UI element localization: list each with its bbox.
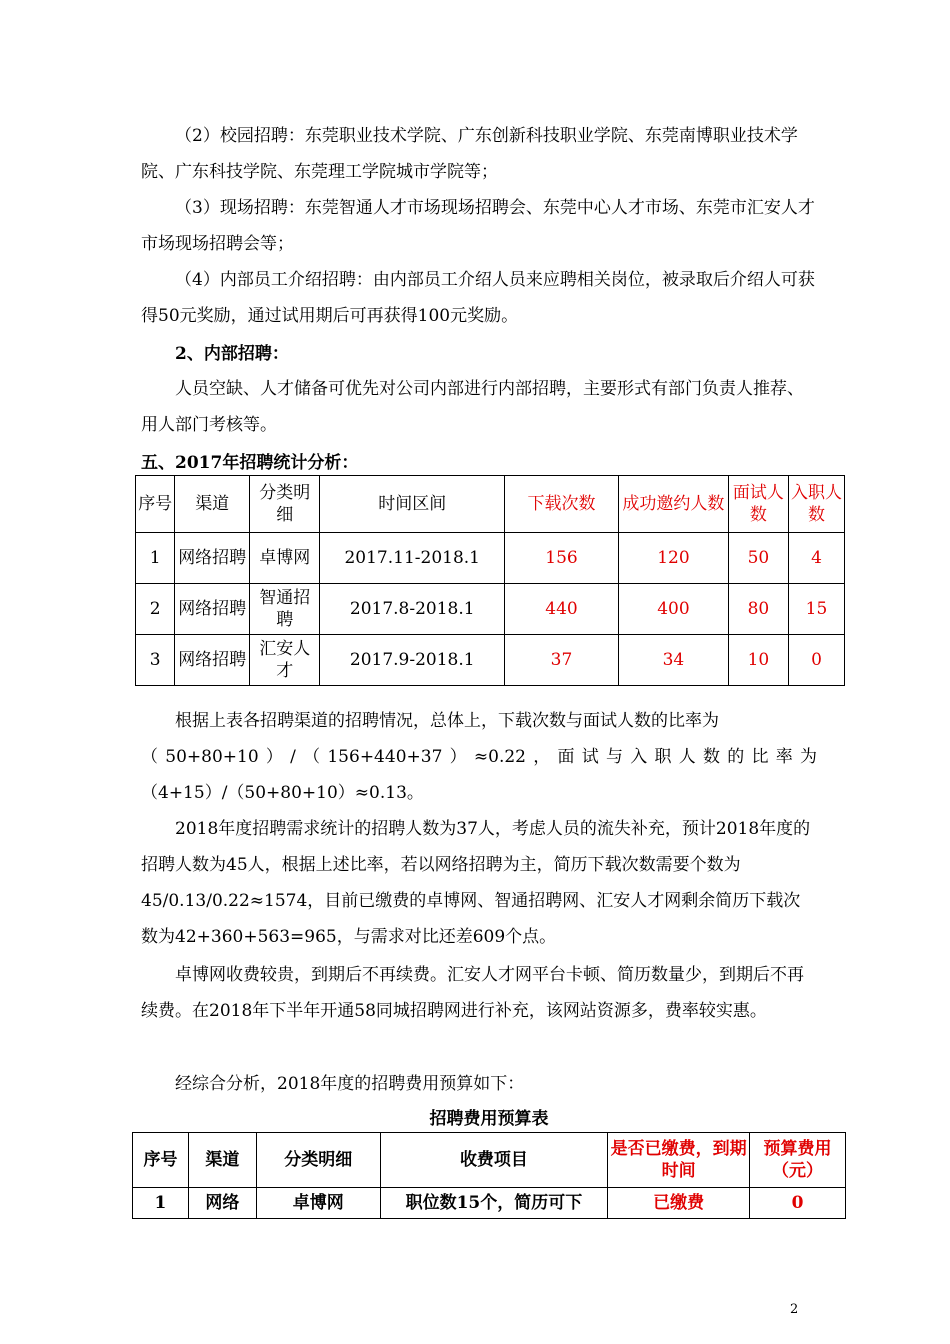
budget-header-channel: 渠道: [188, 1133, 256, 1188]
table-cell: 汇安人才: [250, 635, 320, 686]
budget-table-caption: 招聘费用预算表: [429, 1109, 549, 1129]
stats-header-index: 序号: [136, 476, 175, 533]
table-row: [136, 635, 845, 686]
table-cell: 0: [750, 1188, 846, 1219]
internal-recruitment-heading: 2、内部招聘：: [175, 344, 289, 364]
internal-recruitment-text: 人员空缺、人才储备可优先对公司内部进行内部招聘，主要形式有部门负责人推荐、用人部门考核等。: [141, 379, 804, 435]
table-cell: 网络: [188, 1188, 256, 1219]
item-onsite-recruitment: （3）现场招聘：东莞智通人才市场现场招聘会、东莞中心人才市场、东莞市汇安人才市场现场招聘会等；: [141, 198, 815, 254]
table-cell: 156: [504, 533, 618, 584]
item-referral-recruitment: （4）内部员工介绍招聘：由内部员工介绍人员来应聘相关岗位，被录取后介绍人可获得50元奖励，通过试用期后可再获得100元奖励。: [141, 270, 815, 326]
page-number: 2: [790, 1302, 799, 1317]
section5-heading: 五、2017年招聘统计分析：: [141, 453, 359, 473]
table-cell: 网络招聘: [175, 584, 250, 635]
ratio-paragraph-line1: 根据上表各招聘渠道的招聘情况，总体上，下载次数与面试人数的比率为: [175, 711, 719, 731]
table-cell: 2017.11-2018.1: [320, 533, 505, 584]
table-cell: 50: [728, 533, 788, 584]
stats-header-period: 时间区间: [320, 476, 505, 533]
budget-header-category: 分类明细: [256, 1133, 380, 1188]
budget-header-paid-status: 是否已缴费，到期时间: [608, 1133, 750, 1188]
demand-paragraph: 2018年度招聘需求统计的招聘人数为37人，考虑人员的流失补充，预计2018年度的招聘人数为45人，根据上述比率，若以网络招聘为主，简历下载次数需要个数为45/0.13/0.22≈1574，目前已缴费的卓博网、智通招聘网、汇安人才网剩余简历下载次数为42+360+563=965，与需求对比还差609个点。: [141, 819, 811, 947]
table-cell: 1: [133, 1188, 189, 1219]
budget-header-fee-item: 收费项目: [380, 1133, 608, 1188]
table-cell: 卓博网: [250, 533, 320, 584]
stats-header-interviewed: 面试人数: [728, 476, 788, 533]
table-cell: 2: [136, 584, 175, 635]
table-cell: 10: [728, 635, 788, 686]
table-cell: 4: [788, 533, 844, 584]
budget-header-budget: 预算费用（元）: [750, 1133, 846, 1188]
table-row: [136, 533, 845, 584]
table-cell: 37: [504, 635, 618, 686]
stats-header-category: 分类明细: [250, 476, 320, 533]
table-cell: 15: [788, 584, 844, 635]
stats-header-downloads: 下载次数: [504, 476, 618, 533]
table-cell: 1: [136, 533, 175, 584]
stats-table: [135, 475, 845, 686]
table-cell: 网络招聘: [175, 533, 250, 584]
table-cell: 已缴费: [608, 1188, 750, 1219]
item-campus-recruitment: （2）校园招聘：东莞职业技术学院、广东创新科技职业学院、东莞南博职业技术学院、广东科技学院、东莞理工学院城市学院等；: [141, 126, 798, 182]
table-cell: 400: [619, 584, 729, 635]
table-row: [136, 584, 845, 635]
ratio-paragraph-line2: （50+80+10）/（156+440+37）≈0.22，面试与入职人数的比率为: [141, 747, 817, 767]
table-cell: 34: [619, 635, 729, 686]
budget-header-index: 序号: [133, 1133, 189, 1188]
table-cell: 440: [504, 584, 618, 635]
table-cell: 智通招聘: [250, 584, 320, 635]
table-cell: 卓博网: [256, 1188, 380, 1219]
table-cell: 网络招聘: [175, 635, 250, 686]
table-cell: 80: [728, 584, 788, 635]
stats-header-channel: 渠道: [175, 476, 250, 533]
table-row: [133, 1188, 846, 1219]
budget-header-row: [133, 1133, 846, 1188]
stats-header-row: [136, 476, 845, 533]
stats-header-hired: 入职人数: [788, 476, 844, 533]
table-cell: 2017.9-2018.1: [320, 635, 505, 686]
budget-table: [132, 1132, 846, 1219]
renewal-paragraph: 卓博网收费较贵，到期后不再续费。汇安人才网平台卡顿、简历数量少，到期后不再续费。在2018年下半年开通58同城招聘网进行补充，该网站资源多，费率较实惠。: [141, 965, 804, 1021]
table-cell: 职位数15个，简历可下: [380, 1188, 608, 1219]
table-cell: 2017.8-2018.1: [320, 584, 505, 635]
table-cell: 120: [619, 533, 729, 584]
ratio-paragraph-line3: （4+15）/（50+80+10）≈0.13。: [141, 783, 424, 803]
table-cell: 3: [136, 635, 175, 686]
table-cell: 0: [788, 635, 844, 686]
stats-header-invited: 成功邀约人数: [619, 476, 729, 533]
budget-intro-paragraph: 经综合分析，2018年度的招聘费用预算如下：: [175, 1074, 525, 1094]
